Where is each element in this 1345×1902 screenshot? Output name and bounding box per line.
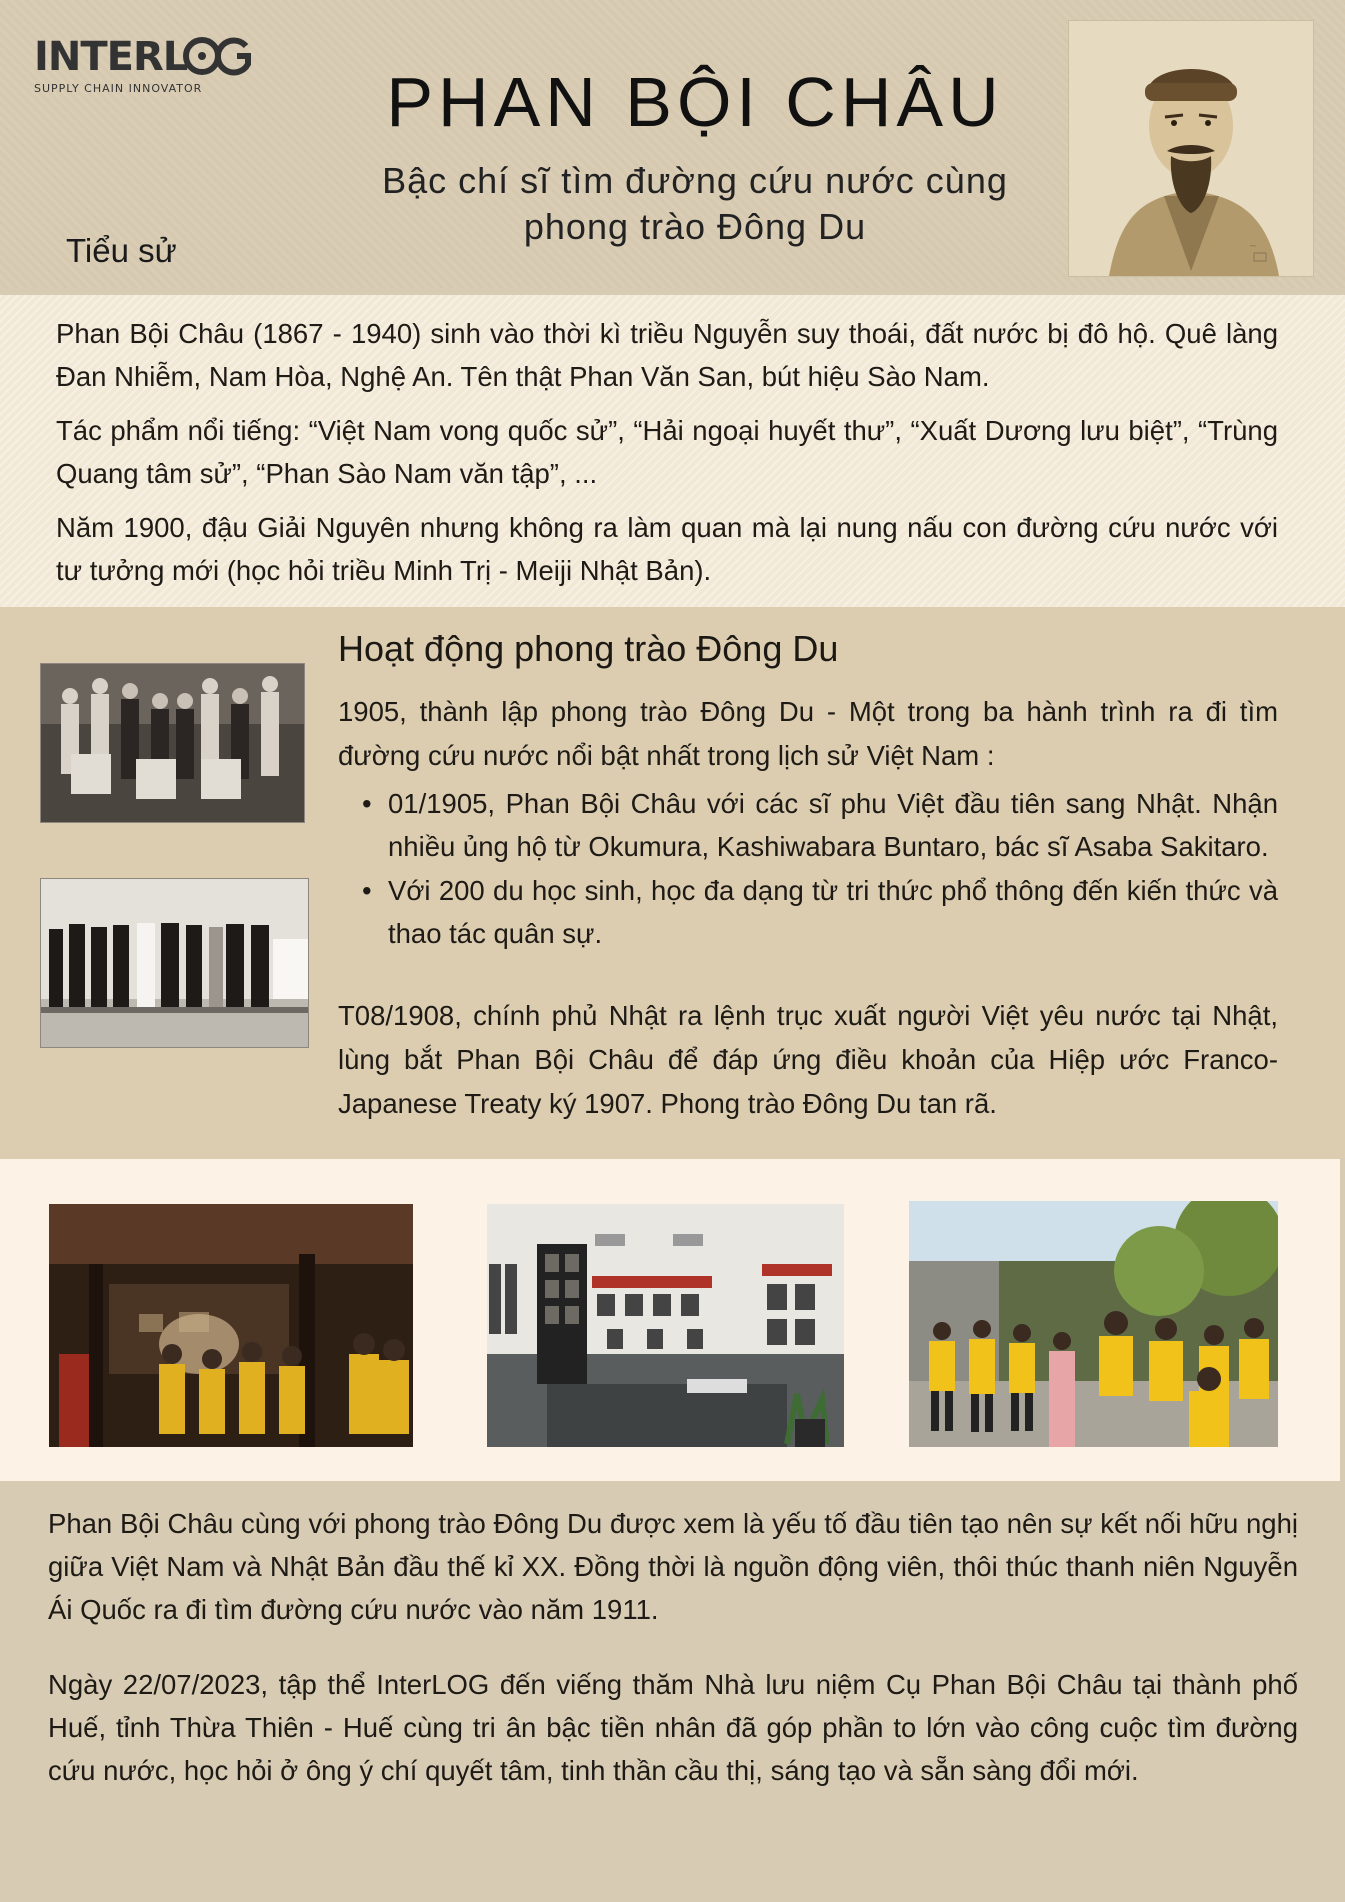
- visit-photo-courtyard-group: [909, 1201, 1278, 1447]
- conclusion-paragraph-1: Phan Bội Châu cùng với phong trào Đông Du được xem là yếu tố đầu tiên tạo nên sự kết nối hữu nghị giữa Việt Nam và Nhật Bản đầu thế kỉ XX. Đồng thời là nguồn động viên, thôi thúc thanh niên Nguyễn Ái Quốc ra đi tìm đường cứu nước vào năm 1911.: [48, 1508, 1298, 1625]
- list-item: [338, 869, 1278, 955]
- page-subtitle: [330, 158, 1060, 250]
- subtitle-line-2: phong trào Đông Du: [523, 206, 867, 247]
- bio-paragraph-2: Tác phẩm nổi tiếng: “Việt Nam vong quốc sử”, “Hải ngoại huyết thư”, “Xuất Dương lưu biệt”, “Trùng Quang tâm sử”, “Phan Sào Nam văn tập”, ...: [56, 415, 1278, 489]
- visit-photo-altar-room: [49, 1204, 413, 1447]
- activities-intro: 1905, thành lập phong trào Đông Du - Một trong ba hành trình ra đi tìm đường cứu nước nổi bật nhất trong lịch sử Việt Nam :: [338, 696, 1278, 771]
- bio-paragraph-3: Năm 1900, đậu Giải Nguyên nhưng không ra làm quan mà lại nung nấu con đường cứu nước với tư tưởng mới (học hỏi triều Minh Trị - Meiji Nhật Bản).: [56, 512, 1278, 586]
- section-label-biography: Tiểu sử: [66, 232, 177, 269]
- visit-photo-exhibition-room: [487, 1204, 844, 1447]
- interlog-logo: [34, 30, 264, 100]
- bullet-icon: •: [362, 875, 372, 906]
- interlog-logo-mark: [34, 30, 264, 100]
- bio-paragraph-1: Phan Bội Châu (1867 - 1940) sinh vào thời kì triều Nguyễn suy thoái, đất nước bị đô hộ. Quê làng Đan Nhiễm, Nam Hòa, Nghệ An. Tên thật Phan Văn San, bút hiệu Sào Nam.: [56, 318, 1278, 392]
- historical-photo-group-1-drawing: [41, 664, 304, 822]
- portrait-image: [1068, 20, 1314, 277]
- historical-photo-group-2: [40, 878, 309, 1048]
- activities-bullet-list: [338, 782, 1278, 955]
- svg-text:INTERL: INTERL: [34, 34, 188, 80]
- visit-photo-exhibition-room-drawing: [487, 1204, 844, 1447]
- portrait-drawing: [1069, 21, 1313, 276]
- svg-text:~: ~: [1249, 241, 1258, 252]
- historical-photo-group-2-drawing: [41, 879, 308, 1047]
- activities-heading: Hoạt động phong trào Đông Du: [338, 628, 839, 669]
- subtitle-line-1: Bậc chí sĩ tìm đường cứu nước cùng: [382, 160, 1008, 201]
- historical-photo-group-1: [40, 663, 305, 823]
- bullet-text: 01/1905, Phan Bội Châu với các sĩ phu Việt đầu tiên sang Nhật. Nhận nhiều ủng hộ từ Okumura, Kashiwabara Buntaro, bác sĩ Asaba Sakitaro.: [388, 788, 1278, 862]
- svg-text:SUPPLY CHAIN INNOVATOR: SUPPLY CHAIN INNOVATOR: [34, 82, 203, 95]
- bullet-icon: •: [362, 788, 372, 819]
- bullet-text: Với 200 du học sinh, học đa dạng từ tri thức phổ thông đến kiến thức và thao tác quân sự.: [388, 875, 1278, 949]
- activities-outro: T08/1908, chính phủ Nhật ra lệnh trục xuất người Việt yêu nước tại Nhật, lùng bắt Phan Bội Châu để đáp ứng điều khoản của Hiệp ước Franco-Japanese Treaty ký 1907. Phong trào Đông Du tan rã.: [338, 1000, 1278, 1119]
- visit-photo-courtyard-group-drawing: [909, 1201, 1278, 1447]
- list-item: [338, 782, 1278, 868]
- page-title: PHAN BỘI CHÂU: [386, 63, 1004, 141]
- visit-photo-altar-room-drawing: [49, 1204, 413, 1447]
- conclusion-paragraph-2: Ngày 22/07/2023, tập thể InterLOG đến viếng thăm Nhà lưu niệm Cụ Phan Bội Châu tại thành phố Huế, tỉnh Thừa Thiên - Huế cùng tri ân bậc tiền nhân đã góp phần to lớn vào công cuộc tìm đường cứu nước, học hỏi ở ông ý chí quyết tâm, tinh thần cầu thị, sáng tạo và sẵn sàng đổi mới.: [48, 1669, 1298, 1786]
